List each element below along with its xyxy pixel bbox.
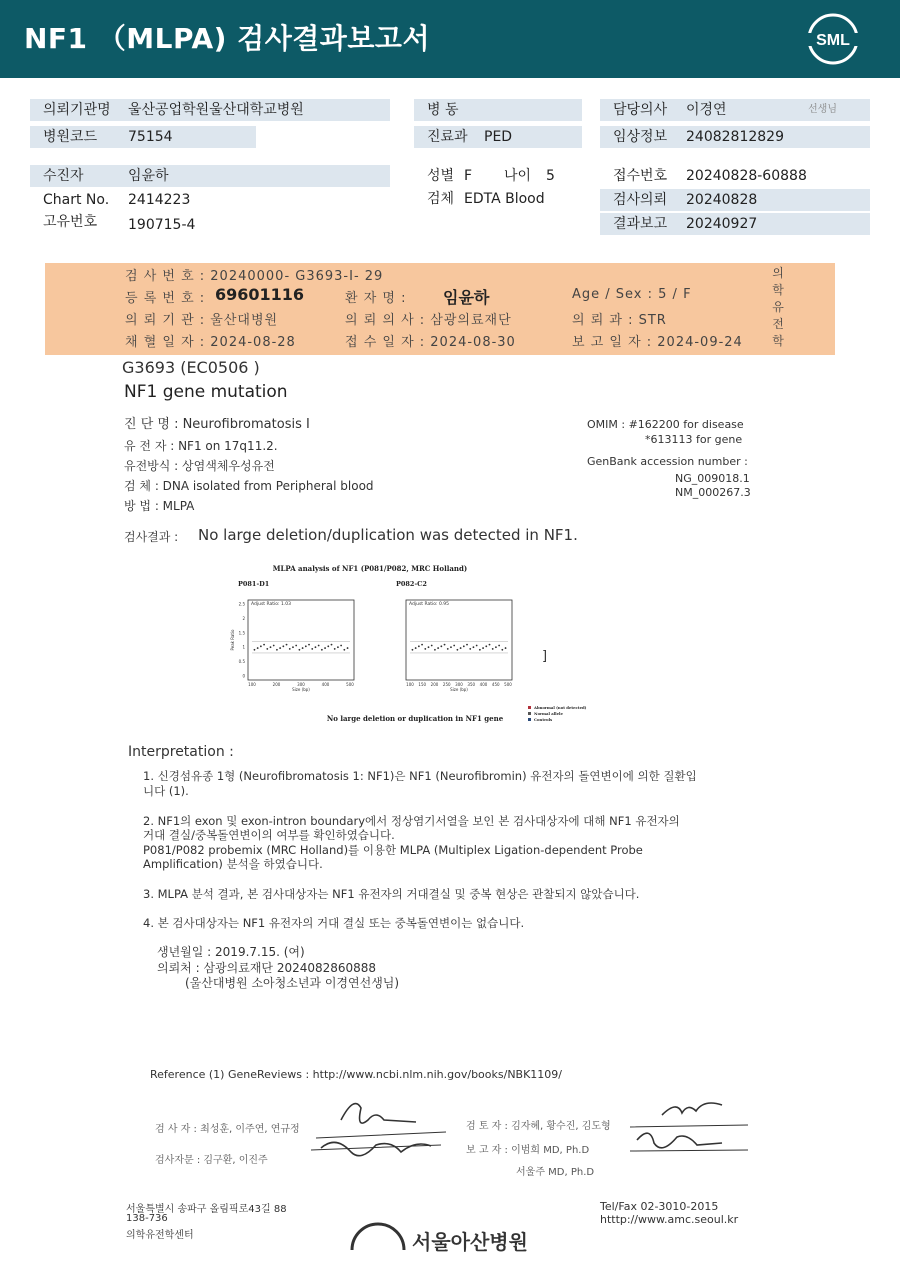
chart-value: 2414223 (128, 192, 191, 208)
reviewer-signature (622, 1095, 762, 1175)
y-axis-label: Peak Ratio (230, 629, 235, 651)
sex-label: 성별 (427, 168, 455, 184)
data-point (270, 646, 272, 648)
omim-gene: *613113 for gene (645, 433, 743, 446)
clinical-field (600, 126, 870, 148)
institution-label: 의뢰기관명 (43, 102, 111, 118)
data-point (279, 647, 281, 649)
uid-label: 고유번호 (43, 214, 98, 230)
reporter-2: 서울주 MD, Ph.D (516, 1167, 595, 1178)
gene-title: NF1 gene mutation (124, 382, 288, 402)
test-code: G3693 (EC0506 ) (122, 358, 260, 377)
receipt-label: 접수번호 (613, 168, 668, 184)
age-value: 5 (546, 168, 555, 184)
report-date-label: 결과보고 (613, 216, 668, 232)
reviewers: 검 토 자 : 김자혜, 황수진, 김도형 (466, 1121, 611, 1132)
data-point (315, 646, 317, 648)
y-tick-label: 0.5 (238, 659, 245, 665)
interp-title: Interpretation : (128, 744, 234, 760)
x-tick-label: 150 (418, 682, 427, 687)
birth-date: 생년월일 : 2019.7.15. (여) (157, 945, 305, 959)
doctor-field (600, 99, 870, 121)
gene-location: 유 전 자 : NF1 on 17q11.2. (124, 439, 278, 453)
data-point (492, 648, 494, 650)
chart-caption: No large deletion or duplication in NF1 gene (326, 714, 504, 723)
reference: Reference (1) GeneReviews : http://www.ncbi.nlm.nih.gov/books/NBK1109/ (150, 1068, 563, 1081)
doctor-label: 담당의사 (613, 102, 668, 118)
x-tick-label: 250 (442, 682, 451, 687)
report-date-value: 20240927 (686, 216, 758, 232)
strip-side-label: 의 학 유 전 학 (772, 266, 784, 348)
inheritance: 유전방식 : 상염색체우성유전 (124, 459, 275, 473)
specimen-field (414, 188, 582, 210)
strip-req-doctor: 의 뢰 의 사 : 삼광의료재단 (345, 313, 512, 328)
patient-field (30, 165, 390, 187)
data-point (340, 645, 342, 647)
strip-institution: 의 뢰 기 관 : 울산대병원 (125, 313, 279, 328)
data-point (485, 645, 487, 647)
data-point (447, 648, 449, 650)
data-point (334, 648, 336, 650)
institution-value: 울산공업학원울산대학교병원 (128, 102, 304, 118)
address-2: 138-736 (126, 1213, 168, 1224)
data-point (321, 649, 323, 651)
data-point (489, 644, 491, 646)
data-point (260, 645, 262, 647)
hospital-name: 서울아산병원 (412, 1230, 528, 1254)
ward-label: 병 동 (427, 102, 459, 118)
report-title: NF1 （MLPA) 검사결과보고서 (24, 22, 430, 55)
genbank-label: GenBank accession number : (587, 455, 748, 468)
receipt-field (600, 165, 870, 187)
reg-number: 69601116 (215, 285, 305, 304)
referral-note: (울산대병원 소아청소년과 이경연선생님) (185, 976, 400, 990)
y-tick-label: 2.5 (238, 601, 245, 607)
data-point (343, 649, 345, 651)
y-tick-label: 0 (242, 673, 245, 679)
tel-fax: Tel/Fax 02-3010-2015 (600, 1200, 719, 1213)
data-point (466, 644, 468, 646)
x-tick-label: 200 (430, 682, 439, 687)
x-axis-label: Size (bp) (450, 687, 468, 692)
code-field (30, 126, 256, 148)
data-point (263, 644, 265, 646)
data-point (327, 645, 329, 647)
x-tick-label: 500 (346, 682, 354, 687)
data-point (305, 645, 307, 647)
dept-label: 진료과 (427, 129, 468, 145)
x-tick-label: 300 (297, 682, 305, 687)
chart-label: Chart No. (43, 192, 110, 208)
doctor-value: 이경연 (686, 102, 727, 118)
request-value: 20240828 (686, 192, 758, 208)
hospital-seal (348, 1220, 408, 1250)
institution-field (30, 99, 390, 121)
y-tick-label: 1.5 (238, 630, 245, 636)
x-tick-label: 100 (406, 682, 414, 687)
data-point (282, 645, 284, 647)
test-number: 검 사 번 호 : 20240000- G3693-I- 29 (125, 269, 384, 284)
data-point (254, 649, 256, 651)
data-point (428, 646, 430, 648)
interp-line: 니다 (1). (143, 784, 189, 798)
data-point (302, 647, 304, 649)
exam-advisors: 검사자문 : 김구환, 이진주 (155, 1155, 268, 1166)
data-point (257, 647, 259, 649)
data-point (450, 646, 452, 648)
data-point (308, 644, 310, 646)
interp-line: 3. MLPA 분석 결과, 본 검사대상자는 NF1 유전자의 거대결실 및 중복 현상은 관찰되지 않았습니다. (143, 887, 640, 901)
lab-label-strip (45, 263, 835, 355)
request-label: 검사의뢰 (613, 192, 668, 208)
sml-logo (806, 12, 860, 66)
specimen-label: 검체 (427, 191, 455, 207)
data-point (276, 649, 278, 651)
bracket-mark: ] (542, 649, 548, 664)
data-point (324, 647, 326, 649)
data-point (437, 647, 439, 649)
clinical-label: 임상정보 (613, 129, 668, 145)
genbank-ng: NG_009018.1 (675, 472, 750, 485)
doctor-suffix: 선생님 (808, 104, 837, 115)
data-point (501, 649, 503, 651)
clinical-value: 24082812829 (686, 129, 784, 145)
result-text: No large deletion/duplication was detected in NF1. (198, 526, 578, 544)
data-point (453, 645, 455, 647)
sex-age-field (414, 165, 582, 187)
chart-title: MLPA analysis of NF1 (P081/P082, MRC Holland) (272, 564, 468, 573)
data-point (415, 647, 417, 649)
specimen-value: EDTA Blood (464, 191, 545, 207)
interp-line: 거대 결실/중복돌연변이의 여부를 확인하였습니다. (143, 828, 395, 842)
panel-frame (248, 600, 354, 680)
x-tick-label: 200 (272, 682, 281, 687)
data-point (434, 649, 436, 651)
data-point (418, 645, 420, 647)
data-point (286, 644, 288, 646)
legend-label: Controls (534, 717, 553, 722)
interp-line: P081/P082 probemix (MRC Holland)를 이용한 MLPA (Multiplex Ligation-dependent Probe (143, 843, 643, 857)
request-field (600, 189, 870, 211)
report-date-field (600, 213, 870, 235)
panel-title: P081-D1 (238, 580, 270, 588)
examiner-signature (306, 1090, 456, 1170)
strip-receive-date: 접 수 일 자 : 2024-08-30 (345, 335, 516, 350)
interp-line: 4. 본 검사대상자는 NF1 유전자의 거대 결실 또는 중복돌연변이는 없습니다. (143, 916, 525, 930)
legend-swatch (528, 706, 531, 709)
sex-value: F (464, 168, 473, 184)
x-tick-label: 300 (455, 682, 463, 687)
x-tick-label: 400 (321, 682, 330, 687)
interp-line: Amplification) 분석을 하였습니다. (143, 857, 323, 871)
strip-req-dept: 의 뢰 과 : STR (572, 313, 667, 328)
address-3: 의학유전학센터 (126, 1230, 194, 1241)
dept-field (414, 126, 582, 148)
data-point (347, 647, 349, 649)
x-axis-label: Size (bp) (292, 687, 310, 692)
interp-line: 1. 신경섬유종 1형 (Neurofibromatosis 1: NF1)은 NF1 (Neurofibromin) 유전자의 돌연변이에 의한 질환입 (143, 769, 697, 783)
method: 방 법 : MLPA (124, 499, 195, 513)
uid-field (30, 211, 390, 233)
data-point (421, 644, 423, 646)
dept-value: PED (484, 129, 513, 145)
data-point (412, 649, 414, 651)
result-label: 검사결과 : (124, 530, 179, 544)
y-tick-label: 2 (242, 615, 245, 621)
legend-label: Normal allele (534, 711, 563, 716)
data-point (456, 649, 458, 651)
logo-text: SML (816, 32, 850, 49)
panel-note: Adjust Ratio: 1.03 (251, 602, 292, 607)
genbank-nm: NM_000267.3 (675, 486, 751, 499)
omim-disease: OMIM : #162200 for disease (587, 418, 744, 431)
data-point (289, 648, 291, 650)
y-tick-label: 1 (242, 644, 245, 650)
scan-specimen: 검 체 : DNA isolated from Peripheral blood (124, 479, 374, 493)
panel-note: Adjust Ratio: 0.95 (409, 602, 450, 607)
data-point (460, 647, 462, 649)
data-point (469, 648, 471, 650)
data-point (431, 645, 433, 647)
data-point (292, 646, 294, 648)
x-tick-label: 400 (479, 682, 488, 687)
data-point (479, 649, 481, 651)
referred-by: 의뢰처 : 삼광의료재단 2024082860888 (157, 961, 377, 975)
data-point (424, 648, 426, 650)
examiners: 검 사 자 : 최성훈, 이주연, 연규정 (155, 1124, 300, 1135)
mlpa-chart (220, 558, 620, 738)
diagnosis: 진 단 명 : Neurofibromatosis I (124, 417, 310, 432)
legend-swatch (528, 718, 531, 721)
strip-patient-name: 임윤하 (443, 288, 490, 307)
strip-report-date: 보 고 일 자 : 2024-09-24 (572, 335, 743, 350)
data-point (331, 644, 333, 646)
strip-collect-date: 채 혈 일 자 : 2024-08-28 (125, 335, 296, 350)
x-tick-label: 100 (248, 682, 256, 687)
data-point (444, 644, 446, 646)
data-point (295, 645, 297, 647)
x-tick-label: 500 (504, 682, 512, 687)
patient-label: 수진자 (43, 168, 84, 184)
panel-title: P082-C2 (396, 580, 427, 588)
panel-frame (406, 600, 512, 680)
data-point (298, 649, 300, 651)
address-1: 서울특별시 송파구 올림픽로43길 88 (126, 1204, 287, 1215)
website: htttp://www.amc.seoul.kr (600, 1213, 739, 1226)
interp-line: 2. NF1의 exon 및 exon-intron boundary에서 정상염기서열을 보인 본 검사대상자에 대해 NF1 유전자의 (143, 814, 680, 828)
data-point (337, 646, 339, 648)
data-point (311, 648, 313, 650)
data-point (266, 648, 268, 650)
strip-age-sex: Age / Sex : 5 / F (572, 287, 692, 302)
chart-field (30, 189, 390, 211)
reporter: 보 고 자 : 이범희 MD, Ph.D (466, 1145, 590, 1156)
scanned-report (0, 250, 900, 1271)
report-header (0, 0, 900, 78)
data-point (473, 646, 475, 648)
data-point (476, 645, 478, 647)
data-point (505, 647, 507, 649)
strip-patient-label: 환 자 명 : (345, 291, 407, 306)
data-point (318, 645, 320, 647)
data-point (482, 647, 484, 649)
uid-value: 190715-4 (128, 217, 196, 233)
age-label: 나이 (504, 168, 532, 184)
data-point (498, 645, 500, 647)
x-tick-label: 350 (467, 682, 476, 687)
ward-field (414, 99, 582, 121)
x-tick-label: 450 (491, 682, 500, 687)
legend-swatch (528, 712, 531, 715)
patient-value: 임윤하 (128, 168, 169, 184)
code-label: 병원코드 (43, 129, 98, 145)
code-value: 75154 (128, 129, 173, 145)
data-point (440, 645, 442, 647)
data-point (273, 645, 275, 647)
reg-label: 등 록 번 호 : (125, 291, 206, 306)
data-point (495, 646, 497, 648)
data-point (463, 645, 465, 647)
receipt-value: 20240828-60888 (686, 168, 807, 184)
legend-label: Abnormal (not detected) (534, 705, 587, 710)
